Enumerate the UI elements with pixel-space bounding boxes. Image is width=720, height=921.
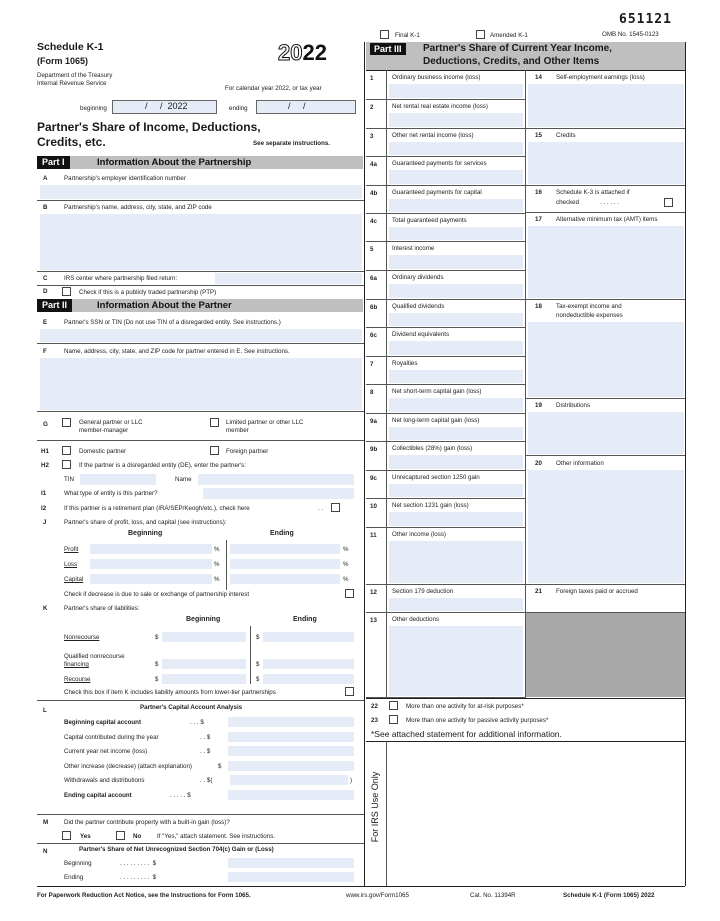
line-17-number: 17 — [535, 216, 542, 223]
line-14-number: 14 — [535, 74, 542, 81]
line-4b-label: Guaranteed payments for capital — [392, 189, 482, 196]
line-14-field[interactable] — [528, 84, 684, 127]
domestic-partner-checkbox[interactable] — [62, 446, 71, 455]
line-8-label: Net short-term capital gain (loss) — [392, 388, 482, 395]
calendar-year-label: For calendar year 2022, or tax year — [225, 85, 322, 92]
line-10-number: 10 — [370, 503, 377, 510]
item-E-label: Partner's SSN or TIN (Do not use TIN of a disregarded entity. See instructions.) — [64, 319, 281, 326]
k-check-label: Check this box if item K includes liability amounts from lower-tier partnerships — [64, 689, 276, 696]
line-10-label: Net section 1231 gain (loss) — [392, 502, 469, 509]
item-N-letter: N — [43, 848, 48, 855]
line-22-label: More than one activity for at-risk purposes* — [406, 703, 524, 710]
partnership-ein-field[interactable] — [40, 185, 362, 199]
line-5-number: 5 — [370, 246, 374, 253]
line-2-label: Net rental real estate income (loss) — [392, 103, 488, 110]
loss-end-field[interactable] — [230, 559, 340, 569]
profit-end-pct: % — [343, 546, 349, 553]
capital-end-field[interactable] — [230, 574, 340, 584]
line-3-number: 3 — [370, 133, 374, 140]
item-G-letter: G — [43, 421, 48, 428]
main-title-line2: Credits, etc. — [37, 135, 106, 149]
nonrecourse-begin-dollar: $ — [155, 634, 159, 641]
line-1-label: Ordinary business income (loss) — [392, 74, 481, 81]
line-9a-label: Net long-term capital gain (loss) — [392, 417, 480, 424]
nonrecourse-label: Nonrecourse — [64, 634, 100, 641]
item-I2-letter: I2 — [41, 505, 47, 512]
l6-field[interactable] — [228, 790, 354, 800]
qualified-end-field[interactable] — [263, 659, 354, 669]
line-4a-rule — [366, 185, 526, 186]
de-tin-field[interactable] — [80, 474, 156, 485]
item-A-label: Partnership's employer identification number — [64, 175, 186, 182]
line-6c-number: 6c — [370, 332, 377, 339]
line-4a-number: 4a — [370, 161, 377, 168]
line-20-label: Other information — [556, 460, 604, 467]
tax-year — [278, 41, 327, 65]
n1-field[interactable] — [228, 858, 354, 868]
line-4b-number: 4b — [370, 190, 378, 197]
qualified-begin-field[interactable] — [162, 659, 246, 669]
item-D-label: Check if this is a publicly traded partnership (PTP) — [79, 289, 217, 296]
line-6a-field[interactable] — [389, 284, 523, 298]
line-10-field[interactable] — [389, 512, 523, 526]
line-15-field[interactable] — [528, 142, 684, 184]
loss-begin-pct: % — [214, 561, 220, 568]
item-J-label: Partner's share of profit, loss, and capital (see instructions): — [64, 519, 227, 526]
general-partner-label: General partner or LLC — [79, 419, 143, 426]
limited-partner-label2: member — [226, 427, 249, 434]
footer-url[interactable]: www.irs.gov/Form1065 — [346, 892, 409, 899]
ptp-checkbox[interactable] — [62, 287, 71, 296]
ending-label: ending — [229, 105, 248, 112]
j-ending-header: Ending — [270, 530, 294, 537]
line-4b-field[interactable] — [389, 199, 523, 212]
line-12-label: Section 179 deduction — [392, 588, 454, 595]
line-13-field[interactable] — [389, 626, 523, 696]
line-12-rule — [366, 612, 526, 613]
line-17-label: Alternative minimum tax (AMT) items — [556, 216, 658, 223]
item-I1-letter: I1 — [41, 490, 47, 497]
line-22-number: 22 — [371, 703, 378, 710]
item-M-letter: M — [43, 819, 49, 826]
general-partner-checkbox[interactable] — [62, 418, 71, 427]
line-16-number: 16 — [535, 189, 542, 196]
line-6b-rule — [366, 327, 526, 328]
item-H2-letter: H2 — [41, 462, 49, 469]
disregarded-entity-checkbox[interactable] — [62, 460, 71, 469]
recourse-begin-field[interactable] — [162, 674, 246, 684]
item-L-letter: L — [43, 707, 47, 714]
item-K-label: Partner's share of liabilities: — [64, 605, 140, 612]
j-beginning-header: Beginning — [128, 530, 163, 537]
form-title: Schedule K-1 — [37, 41, 104, 53]
part3-title1: Partner's Share of Current Year Income, — [423, 43, 612, 54]
nonrecourse-end-dollar: $ — [256, 634, 260, 641]
amended-k1-label: Amended K-1 — [490, 32, 528, 39]
line-9c-field[interactable] — [389, 484, 523, 497]
shaded-area — [526, 613, 685, 697]
line-21-number: 21 — [535, 588, 542, 595]
tin-label: TIN — [64, 476, 74, 483]
line-18-field[interactable] — [528, 322, 684, 397]
line-10-rule — [366, 527, 526, 528]
line-9a-field[interactable] — [389, 427, 523, 440]
line-7-field[interactable] — [389, 370, 523, 383]
see-instructions: See separate instructions. — [253, 140, 331, 147]
paperwork-notice: For Paperwork Reduction Act Notice, see the Instructions for Form 1065. — [37, 892, 251, 899]
line-13-number: 13 — [370, 617, 377, 624]
line-23-number: 23 — [371, 717, 378, 724]
item-L-label: Partner's Capital Account Analysis — [140, 704, 243, 711]
recourse-end-dollar: $ — [256, 676, 260, 683]
loss-end-pct: % — [343, 561, 349, 568]
part2-title: Information About the Partner — [97, 300, 232, 311]
l4-field[interactable] — [228, 761, 354, 771]
line-17-field[interactable] — [528, 226, 684, 298]
capital-begin-field[interactable] — [90, 574, 212, 584]
line-9c-label: Unrecaptured section 1250 gain — [392, 474, 480, 481]
line-8-rule — [366, 413, 526, 414]
line-15-number: 15 — [535, 132, 542, 139]
line-3-rule — [366, 156, 526, 157]
line-4c-field[interactable] — [389, 227, 523, 240]
line-6a-number: 6a — [370, 275, 377, 282]
item-M-label: Did the partner contribute property with a built-in gain (loss)? — [64, 819, 230, 826]
item-K-letter: K — [43, 605, 48, 612]
department-label: Department of the Treasury — [37, 72, 113, 79]
final-k1-checkbox[interactable] — [380, 30, 389, 39]
retirement-plan-checkbox[interactable] — [331, 503, 340, 512]
main-title: Partner's Share of Income, Deductions, — [37, 120, 261, 134]
line-14-label: Self-employment earnings (loss) — [556, 74, 645, 81]
irs-use-only-label: For IRS Use Only — [370, 771, 380, 843]
line-6c-rule — [366, 356, 526, 357]
irs-center-field[interactable] — [215, 273, 362, 284]
part3-tag: Part III — [370, 43, 406, 55]
limited-partner-checkbox[interactable] — [210, 418, 219, 427]
beginning-date-value: / / 2022 — [145, 101, 188, 111]
line-11-label: Other income (loss) — [392, 531, 446, 538]
line-19-number: 19 — [535, 402, 542, 409]
tax-year-bold: 22 — [302, 40, 327, 65]
foreign-partner-label: Foreign partner — [226, 448, 269, 455]
capital-label: Capital — [64, 576, 84, 583]
line-5-field[interactable] — [389, 255, 523, 269]
l5-field[interactable] — [230, 775, 348, 785]
line-22-checkbox[interactable] — [389, 701, 398, 710]
k3-attached-checkbox[interactable] — [664, 198, 673, 207]
profit-end-field[interactable] — [230, 544, 340, 554]
l6-label: Ending capital account — [64, 792, 132, 799]
item-E-letter: E — [43, 319, 48, 326]
line-6b-label: Qualified dividends — [392, 303, 445, 310]
line-20-number: 20 — [535, 460, 542, 467]
line-9a-rule — [366, 441, 526, 442]
line-5-rule — [366, 270, 526, 271]
line-20-field[interactable] — [528, 470, 684, 583]
profit-label: Profit — [64, 546, 79, 553]
line-16-label2: checked — [556, 199, 580, 206]
decrease-sale-checkbox[interactable] — [345, 589, 354, 598]
beginning-label: beginning — [80, 105, 107, 112]
recourse-end-field[interactable] — [263, 674, 354, 684]
item-H2-label: If the partner is a disregarded entity (DE), enter the partner's: — [79, 462, 246, 469]
final-k1-label: Final K-1 — [395, 32, 420, 39]
l5-label: Withdrawals and distributions — [64, 777, 145, 784]
line-19-field[interactable] — [528, 412, 684, 454]
amended-k1-checkbox[interactable] — [476, 30, 485, 39]
m-yes-label: Yes — [80, 833, 91, 840]
line-1-rule — [366, 99, 526, 100]
nonrecourse-begin-field[interactable] — [162, 632, 246, 642]
item-B-label: Partnership's name, address, city, state, and ZIP code — [64, 204, 212, 211]
part3-title2: Deductions, Credits, and Other Items — [423, 56, 600, 67]
line-6c-label: Dividend equivalents — [392, 331, 450, 338]
item-N-label: Partner's Share of Net Unrecognized Section 704(c) Gain or (Loss) — [79, 846, 274, 853]
part2-tag: Part II — [37, 299, 72, 312]
item-F-label: Name, address, city, state, and ZIP code for partner entered in E. See instructions. — [64, 348, 290, 355]
line-3-label: Other net rental income (loss) — [392, 132, 474, 139]
line-1-number: 1 — [370, 75, 374, 82]
k-ending-header: Ending — [293, 616, 317, 623]
item-I2-label: If this partner is a retirement plan (IRA/SEP/Keogh/etc.), check here — [64, 505, 250, 512]
item-C-letter: C — [43, 275, 48, 282]
line-12-number: 12 — [370, 589, 377, 596]
line-3-field[interactable] — [389, 142, 523, 155]
line-11-number: 11 — [370, 532, 377, 539]
m-note: If "Yes," attach statement. See instructions. — [157, 833, 276, 840]
recourse-label: Recourse — [64, 676, 91, 683]
recourse-begin-dollar: $ — [155, 676, 159, 683]
catalog-number: Cat. No. 11394R — [470, 892, 516, 899]
name-label: Name — [175, 476, 192, 483]
qualified-label2: financing — [64, 661, 89, 668]
line-18-label: Tax-exempt income and — [556, 303, 622, 310]
item-B-letter: B — [43, 204, 48, 211]
footer-form-name: Schedule K-1 (Form 1065) 2022 — [563, 892, 655, 899]
part2-header — [37, 299, 363, 312]
l2-field[interactable] — [228, 732, 354, 742]
line-18-label2: nondeductible expenses — [556, 312, 623, 319]
line-9a-number: 9a — [370, 418, 377, 425]
item-A-letter: A — [43, 175, 48, 182]
n2-label: Ending — [64, 874, 84, 881]
part1-title: Information About the Partnership — [97, 157, 252, 168]
l1-field[interactable] — [228, 717, 354, 727]
lower-tier-checkbox[interactable] — [345, 687, 354, 696]
entity-type-field[interactable] — [203, 488, 354, 499]
l3-label: Current year net income (loss) — [64, 748, 148, 755]
foreign-partner-checkbox[interactable] — [210, 446, 219, 455]
line-9c-rule — [366, 498, 526, 499]
k-beginning-header: Beginning — [186, 616, 221, 623]
de-name-field[interactable] — [198, 474, 354, 485]
profit-begin-field[interactable] — [90, 544, 212, 554]
line-9b-label: Collectibles (28%) gain (loss) — [392, 445, 473, 452]
profit-begin-pct: % — [214, 546, 220, 553]
part3-header — [366, 42, 685, 70]
item-D-letter: D — [43, 288, 48, 295]
n2-field[interactable] — [228, 872, 354, 882]
item-H1-letter: H1 — [41, 448, 49, 455]
line-6b-number: 6b — [370, 304, 378, 311]
m-yes-checkbox[interactable] — [62, 831, 71, 840]
line-8-number: 8 — [370, 389, 374, 396]
item-C-label: IRS center where partnership filed return: — [64, 275, 178, 282]
l3-field[interactable] — [228, 746, 354, 756]
line-23-label: More than one activity for passive activity purposes* — [406, 717, 549, 724]
line-7-rule — [366, 384, 526, 385]
item-J-letter: J — [43, 519, 47, 526]
line-7-label: Royalties — [392, 360, 418, 367]
line-9b-number: 9b — [370, 446, 378, 453]
line-8-field[interactable] — [389, 398, 523, 412]
line-12-field[interactable] — [389, 598, 523, 611]
domestic-partner-label: Domestic partner — [79, 448, 127, 455]
line-21-label: Foreign taxes paid or accrued — [556, 588, 638, 595]
line-6b-field[interactable] — [389, 313, 523, 326]
tax-year-outline: 20 — [278, 40, 303, 65]
limited-partner-label: Limited partner or other LLC — [226, 419, 304, 426]
line-6c-field[interactable] — [389, 341, 523, 355]
line-19-label: Distributions — [556, 402, 591, 409]
item-I1-label: What type of entity is this partner? — [64, 490, 158, 497]
line-4a-label: Guaranteed payments for services — [392, 160, 487, 167]
loss-label: Loss — [64, 561, 78, 568]
l4-label: Other increase (decrease) (attach explanation) — [64, 763, 192, 770]
irs-label: Internal Revenue Service — [37, 80, 107, 87]
capital-end-pct: % — [343, 576, 349, 583]
omb-number: OMB No. 1545-0123 — [602, 31, 659, 38]
line-9c-number: 9c — [370, 475, 377, 482]
ending-date-value: / / — [288, 101, 306, 111]
line-4c-number: 4c — [370, 218, 377, 225]
line-15-label: Credits — [556, 132, 576, 139]
line-4b-rule — [366, 213, 526, 214]
l1-label: Beginning capital account — [64, 719, 142, 726]
m-no-label: No — [133, 833, 142, 840]
line-1-field[interactable] — [389, 84, 523, 98]
line-2-rule — [366, 128, 526, 129]
line-23-checkbox[interactable] — [389, 715, 398, 724]
column-divider — [364, 42, 365, 886]
m-no-checkbox[interactable] — [116, 831, 125, 840]
line-4c-rule — [366, 241, 526, 242]
general-partner-label2: member-manager — [79, 427, 129, 434]
form-subtitle: (Form 1065) — [37, 56, 89, 66]
line-16-label: Schedule K-3 is attached if — [556, 189, 630, 196]
attached-statement-note: *See attached statement for additional information. — [371, 729, 562, 739]
partnership-address-field[interactable] — [40, 214, 362, 270]
line-13-label: Other deductions — [392, 616, 440, 623]
line-5-label: Interest income — [392, 245, 435, 252]
line-4c-label: Total guaranteed payments — [392, 217, 467, 224]
item-F-letter: F — [43, 348, 47, 355]
line-11-field[interactable] — [389, 541, 523, 583]
part1-tag: Part I — [37, 156, 70, 169]
n1-label: Beginning — [64, 860, 92, 867]
capital-begin-pct: % — [214, 576, 220, 583]
line-18-number: 18 — [535, 303, 542, 310]
qualified-begin-dollar: $ — [155, 661, 159, 668]
line-6a-label: Ordinary dividends — [392, 274, 444, 281]
l2-label: Capital contributed during the year — [64, 734, 159, 741]
partner-ssn-field[interactable] — [40, 329, 362, 342]
line-2-number: 2 — [370, 104, 374, 111]
line-6a-rule — [366, 299, 526, 300]
partner-address-field[interactable] — [40, 358, 362, 410]
ending-date-field[interactable] — [256, 100, 356, 114]
line-4a-field[interactable] — [389, 170, 523, 184]
qualified-label: Qualified nonrecourse — [64, 653, 125, 660]
nonrecourse-end-field[interactable] — [263, 632, 354, 642]
line-9b-rule — [366, 470, 526, 471]
line-11-rule — [366, 584, 526, 585]
qualified-end-dollar: $ — [256, 661, 260, 668]
line-9b-field[interactable] — [389, 455, 523, 469]
loss-begin-field[interactable] — [90, 559, 212, 569]
part1-header — [37, 156, 363, 169]
form-number-stamp: 651121 — [619, 12, 672, 27]
line-7-number: 7 — [370, 361, 374, 368]
j-check-label: Check if decrease is due to sale or exchange of partnership interest — [64, 591, 250, 598]
line-2-field[interactable] — [389, 113, 523, 127]
